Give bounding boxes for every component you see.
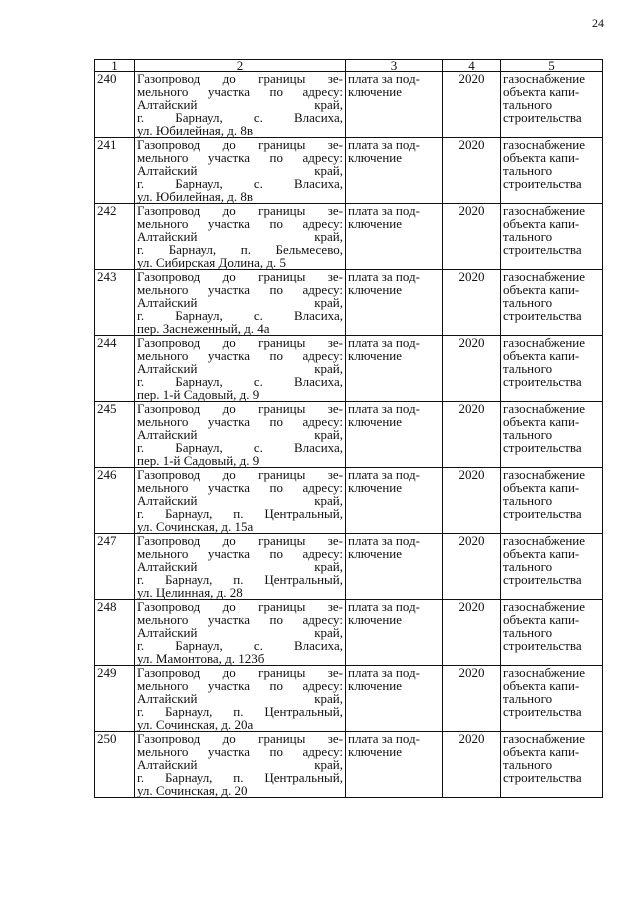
row-number: 241 [95,138,135,204]
column-header-4: 4 [443,60,501,72]
purpose-line: газоснабжение [503,599,586,614]
purpose-line: строительства [503,308,582,323]
purpose-line: объекта капи- [503,414,580,429]
object-name-line: Газопровод до границы зе- [137,665,343,680]
table-row [95,534,603,600]
object-name-line: мельного участка по адресу: [137,84,343,99]
object-name-line: Алтайский край, [137,427,343,442]
object-name-cell [135,600,346,666]
purpose-line: газоснабжение [503,665,586,680]
object-name-line: Алтайский край, [137,559,343,574]
object-name-cell [135,534,346,600]
year-cell: 2020 [443,204,501,270]
column-header-5: 5 [501,60,603,72]
purpose-line: тального [503,295,553,310]
purpose-line: тального [503,229,553,244]
purpose-line: газоснабжение [503,467,586,482]
object-name-line: Газопровод до границы зе- [137,401,343,416]
column-header-1: 1 [95,60,135,72]
object-name-line: Газопровод до границы зе- [137,467,343,482]
purpose-line: тального [503,757,553,772]
object-name-line: г. Барнаул, с. Власиха, [137,638,343,653]
object-name-line: Газопровод до границы зе- [137,203,343,218]
funding-source-cell [346,468,443,534]
year-cell: 2020 [443,138,501,204]
row-number: 242 [95,204,135,270]
object-name-cell [135,336,346,402]
funding-source-cell [346,402,443,468]
funding-source-line: ключение [348,414,403,429]
purpose-line: строительства [503,506,582,521]
row-number: 248 [95,600,135,666]
table-body [95,72,603,798]
purpose-line: газоснабжение [503,533,586,548]
funding-source-line: ключение [348,348,403,363]
object-name-line: Газопровод до границы зе- [137,137,343,152]
object-name-line: мельного участка по адресу: [137,414,343,429]
purpose-line: тального [503,691,553,706]
object-name-line: Алтайский край, [137,691,343,706]
object-name-cell [135,732,346,798]
year-cell: 2020 [443,468,501,534]
object-name-line: пер. 1-й Садовый, д. 9 [137,453,260,468]
object-name-line: Газопровод до границы зе- [137,533,343,548]
purpose-line: объекта капи- [503,678,580,693]
funding-source-cell [346,666,443,732]
purpose-line: объекта капи- [503,546,580,561]
funding-source-cell [346,204,443,270]
object-name-line: ул. Юбилейная, д. 8в [137,189,254,204]
table-row [95,72,603,138]
page-number: 24 [592,16,604,30]
object-name-line: г. Барнаул, с. Власиха, [137,440,343,455]
object-name-line: Газопровод до границы зе- [137,599,343,614]
object-name-line: мельного участка по адресу: [137,744,343,759]
funding-source-line: плата за под- [348,269,420,284]
purpose-cell [501,402,603,468]
column-header-2: 2 [135,60,346,72]
row-number: 245 [95,402,135,468]
purpose-cell [501,204,603,270]
object-name-cell [135,270,346,336]
object-name-line: ул. Целинная, д. 28 [137,585,243,600]
purpose-line: строительства [503,176,582,191]
table-row [95,204,603,270]
table-header [95,60,603,72]
funding-source-line: плата за под- [348,71,420,86]
funding-source-line: ключение [348,84,403,99]
purpose-line: газоснабжение [503,401,586,416]
object-name-line: г. Барнаул, п. Центральный, [137,506,343,521]
funding-source-line: плата за под- [348,467,420,482]
object-name-line: мельного участка по адресу: [137,480,343,495]
purpose-line: газоснабжение [503,335,586,350]
year-cell: 2020 [443,72,501,138]
purpose-line: газоснабжение [503,731,586,746]
funding-source-line: плата за под- [348,137,420,152]
object-name-line: г. Барнаул, п. Центральный, [137,770,343,785]
row-number: 243 [95,270,135,336]
object-name-line: пер. 1-й Садовый, д. 9 [137,387,260,402]
row-number: 240 [95,72,135,138]
table-row [95,270,603,336]
object-name-line: Алтайский край, [137,493,343,508]
purpose-line: строительства [503,638,582,653]
purpose-line: объекта капи- [503,216,580,231]
purpose-line: объекта капи- [503,612,580,627]
funding-source-line: плата за под- [348,533,420,548]
year-cell: 2020 [443,336,501,402]
object-name-line: мельного участка по адресу: [137,150,343,165]
purpose-line: газоснабжение [503,269,586,284]
funding-source-cell [346,732,443,798]
funding-source-line: ключение [348,744,403,759]
header-row [95,60,603,72]
row-number: 247 [95,534,135,600]
table-row [95,468,603,534]
funding-source-cell [346,138,443,204]
funding-source-line: ключение [348,612,403,627]
table-row [95,600,603,666]
year-cell: 2020 [443,600,501,666]
purpose-line: газоснабжение [503,137,586,152]
table-row [95,402,603,468]
row-number: 249 [95,666,135,732]
purpose-line: строительства [503,374,582,389]
table-row [95,138,603,204]
object-name-line: Алтайский край, [137,295,343,310]
table-row [95,732,603,798]
object-name-line: Газопровод до границы зе- [137,731,343,746]
purpose-line: строительства [503,242,582,257]
funding-source-cell [346,600,443,666]
purpose-line: газоснабжение [503,71,586,86]
year-cell: 2020 [443,534,501,600]
year-cell: 2020 [443,270,501,336]
object-name-line: ул. Сочинская, д. 20 [137,783,248,798]
funding-source-cell [346,72,443,138]
purpose-line: строительства [503,110,582,125]
funding-source-line: ключение [348,480,403,495]
funding-source-line: плата за под- [348,335,420,350]
object-name-line: г. Барнаул, п. Бельмесево, [137,242,343,257]
object-name-cell [135,138,346,204]
purpose-line: тального [503,163,553,178]
object-name-line: ул. Сибирская Долина, д. 5 [137,255,286,270]
funding-source-line: ключение [348,282,403,297]
object-name-line: Алтайский край, [137,163,343,178]
purpose-line: газоснабжение [503,203,586,218]
purpose-line: строительства [503,770,582,785]
object-name-line: г. Барнаул, с. Власиха, [137,110,343,125]
funding-source-cell [346,270,443,336]
object-name-line: Алтайский край, [137,625,343,640]
purpose-cell [501,600,603,666]
object-name-line: г. Барнаул, с. Власиха, [137,176,343,191]
funding-source-line: плата за под- [348,665,420,680]
purpose-line: тального [503,97,553,112]
funding-source-line: плата за под- [348,401,420,416]
purpose-cell [501,270,603,336]
object-name-line: мельного участка по адресу: [137,678,343,693]
purpose-line: объекта капи- [503,150,580,165]
purpose-line: объекта капи- [503,84,580,99]
object-name-line: мельного участка по адресу: [137,612,343,627]
object-name-line: Алтайский край, [137,757,343,772]
object-name-cell [135,402,346,468]
object-name-line: Алтайский край, [137,361,343,376]
object-name-line: мельного участка по адресу: [137,216,343,231]
object-name-line: мельного участка по адресу: [137,546,343,561]
object-name-line: г. Барнаул, п. Центральный, [137,704,343,719]
object-name-line: г. Барнаул, с. Власиха, [137,308,343,323]
purpose-line: тального [503,361,553,376]
object-name-line: Газопровод до границы зе- [137,71,343,86]
purpose-cell [501,666,603,732]
row-number: 250 [95,732,135,798]
funding-source-cell [346,336,443,402]
funding-source-line: ключение [348,216,403,231]
year-cell: 2020 [443,402,501,468]
purpose-cell [501,468,603,534]
object-name-line: мельного участка по адресу: [137,282,343,297]
column-header-3: 3 [346,60,443,72]
funding-source-line: ключение [348,678,403,693]
funding-source-line: плата за под- [348,203,420,218]
object-name-line: г. Барнаул, с. Власиха, [137,374,343,389]
row-number: 246 [95,468,135,534]
table-row [95,336,603,402]
object-name-cell [135,72,346,138]
purpose-line: объекта капи- [503,282,580,297]
purpose-line: объекта капи- [503,480,580,495]
purpose-line: строительства [503,704,582,719]
purpose-cell [501,732,603,798]
purpose-cell [501,336,603,402]
purpose-cell [501,72,603,138]
funding-source-line: ключение [348,546,403,561]
year-cell: 2020 [443,666,501,732]
purpose-line: тального [503,625,553,640]
object-name-line: ул. Юбилейная, д. 8в [137,123,254,138]
purpose-cell [501,138,603,204]
purpose-line: строительства [503,440,582,455]
purpose-line: строительства [503,572,582,587]
purpose-line: объекта капи- [503,744,580,759]
registry-table [94,59,603,798]
object-name-line: Газопровод до границы зе- [137,335,343,350]
purpose-line: тального [503,559,553,574]
object-name-cell [135,204,346,270]
purpose-line: объекта капи- [503,348,580,363]
purpose-cell [501,534,603,600]
purpose-line: тального [503,493,553,508]
object-name-cell [135,468,346,534]
object-name-line: ул. Мамонтова, д. 123б [137,651,265,666]
object-name-cell [135,666,346,732]
object-name-line: Газопровод до границы зе- [137,269,343,284]
funding-source-cell [346,534,443,600]
object-name-line: пер. Заснеженный, д. 4а [137,321,270,336]
object-name-line: г. Барнаул, п. Центральный, [137,572,343,587]
object-name-line: ул. Сочинская, д. 20а [137,717,254,732]
object-name-line: ул. Сочинская, д. 15а [137,519,254,534]
purpose-line: тального [503,427,553,442]
object-name-line: мельного участка по адресу: [137,348,343,363]
year-cell: 2020 [443,732,501,798]
row-number: 244 [95,336,135,402]
table-row [95,666,603,732]
funding-source-line: плата за под- [348,599,420,614]
object-name-line: Алтайский край, [137,97,343,112]
object-name-line: Алтайский край, [137,229,343,244]
funding-source-line: плата за под- [348,731,420,746]
funding-source-line: ключение [348,150,403,165]
